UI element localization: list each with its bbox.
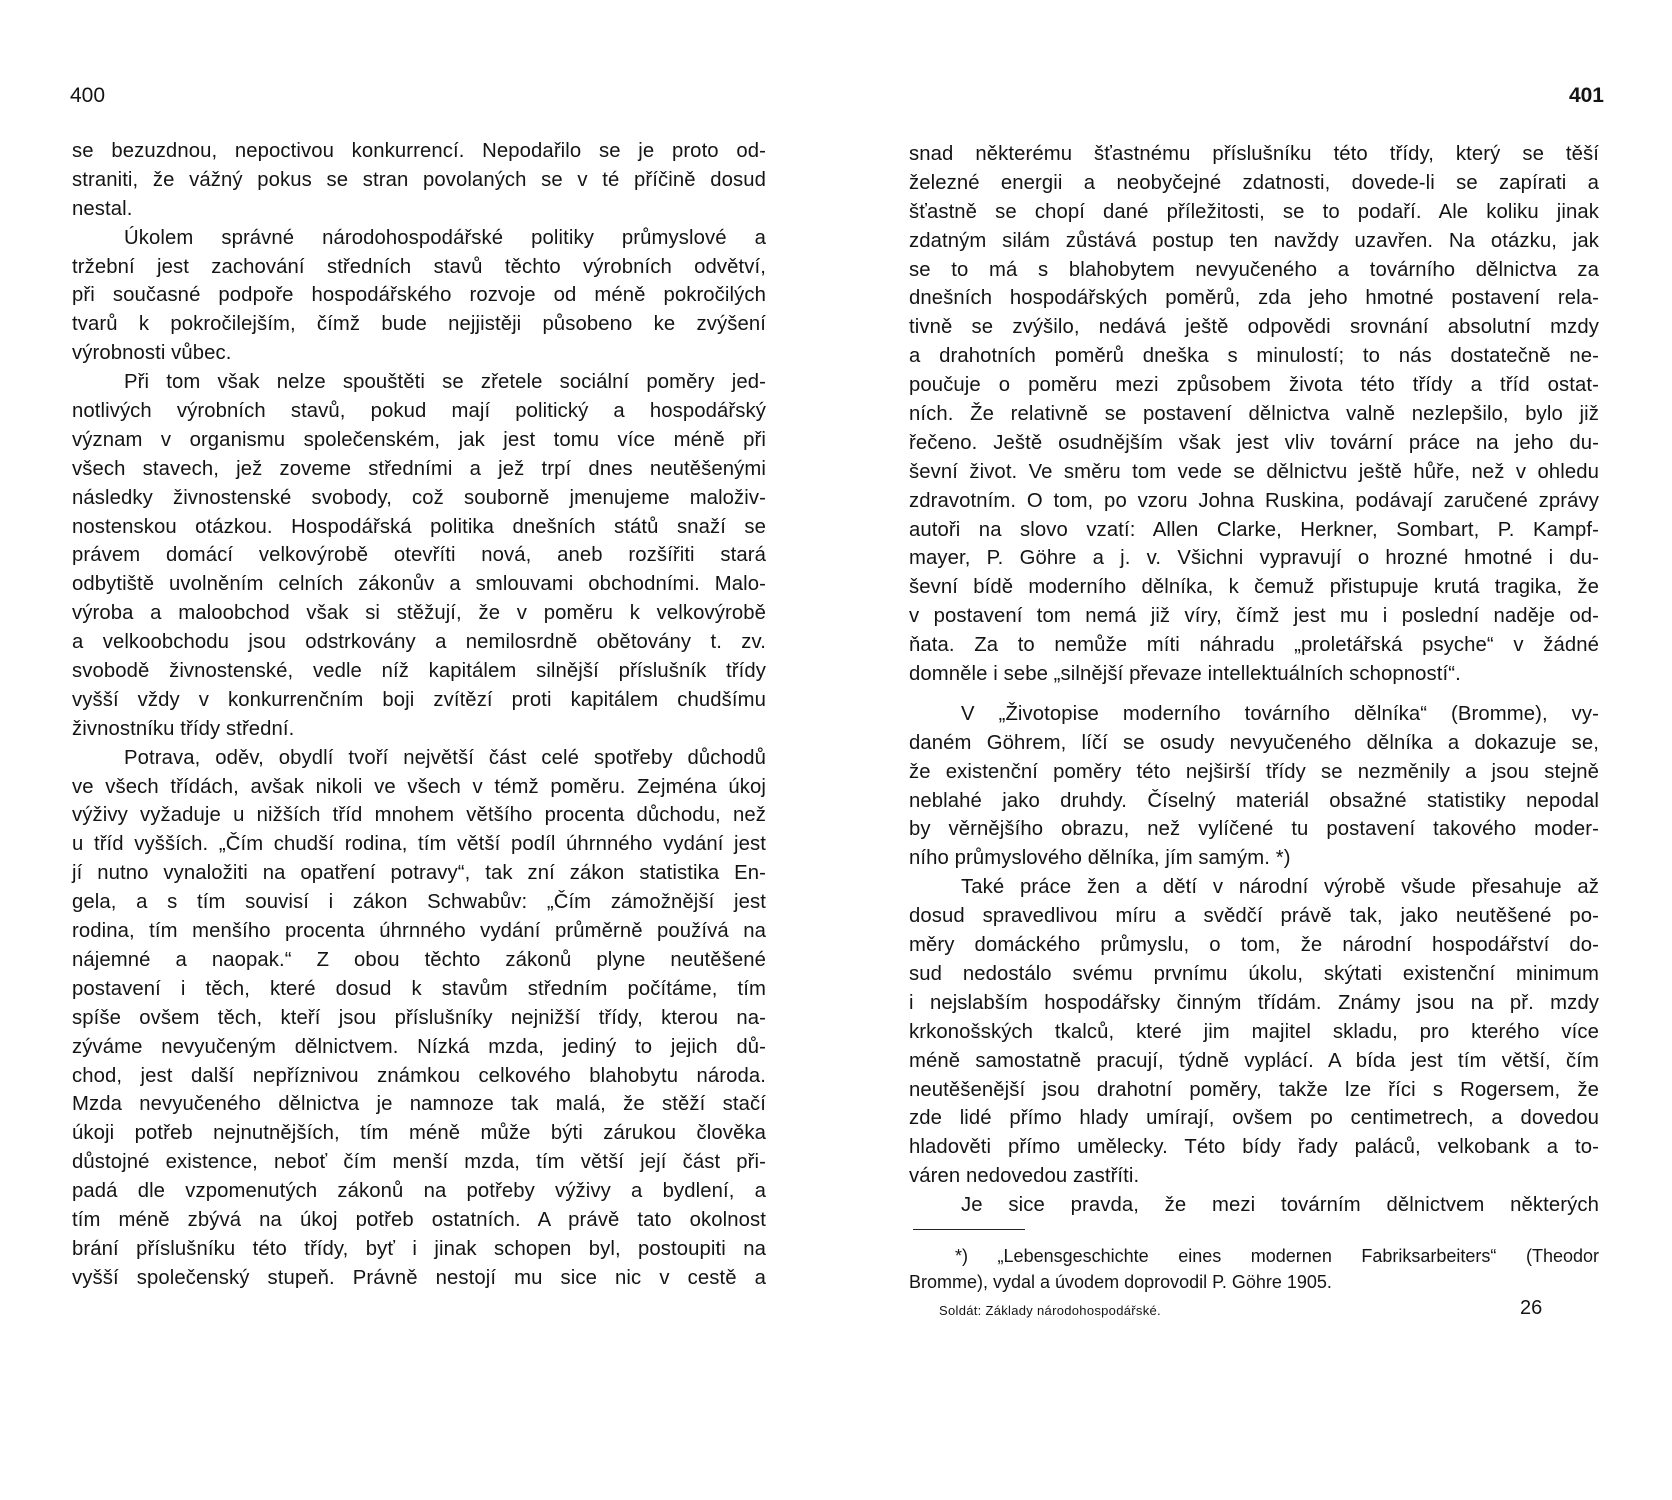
text-line: výživy vyžaduje u nižších tříd mnohem většího procenta důchodu, než: [72, 804, 766, 827]
text-line: řečeno. Ještě osudnějším však jest vliv tovární práce na jeho du-: [909, 431, 1599, 454]
text-line: brání příslušníku této třídy, byť i jinak schopen byl, postoupiti na: [72, 1237, 766, 1260]
text-line: rodina, tím menšího procenta úhrnného vydání průměrně používá na: [72, 920, 766, 943]
text-line: odbytiště uvolněním celních zákonův a smlouvami obchodními. Malo-: [72, 573, 766, 596]
text-line: tivně se zvýšilo, nedává ještě odpovědi srovnání absolutní mzdy: [909, 316, 1599, 339]
text-line: jí nutno vynaložiti na opatření potravy“, tak zní zákon statistika En-: [72, 862, 766, 885]
text-line: u tříd vyšších. „Čím chudší rodina, tím větší podíl úhrnného vydání jest: [72, 833, 766, 856]
text-line: Při tom však nelze spouštěti se zřetele sociální poměry jed-: [124, 371, 766, 394]
text-line: vyšší vždy v konkurrenčním boji zvítězí proti kapitálem chudšímu: [72, 688, 766, 711]
text-line: Mzda nevyučeného dělnictva je namnoze tak malá, že stěží stačí: [72, 1093, 766, 1116]
text-line: a velkoobchodu jsou odstrkovány a nemilosrdně obětovány t. zv.: [72, 631, 766, 654]
text-line: by věrnějšího obrazu, než vylíčené tu postavení takového moder-: [909, 818, 1599, 841]
text-line: vyšší společenský stupeň. Právně nestojí mu sice nic v cestě a: [72, 1266, 766, 1289]
footnote-divider: [913, 1229, 1025, 1230]
paragraph-gap: [909, 689, 1599, 700]
text-line: mayer, P. Göhre a j. v. Všichni vypravují o hrozné hmotné i du-: [909, 547, 1599, 570]
text-line: ňata. Za to nemůže míti náhradu „proletářská psyche“ v žádné: [909, 634, 1599, 657]
text-line: nájemné a naopak.“ Z obou těchto zákonů plyne neutěšené: [72, 948, 766, 971]
left-page-number: 400: [70, 84, 106, 107]
text-line: Také práce žen a dětí v národní výrobě všude přesahuje až: [961, 876, 1599, 899]
text-line: gela, a s tím souvisí i zákon Schwabův: „Čím zámožnější jest: [72, 891, 766, 914]
text-line: následky živnostenské svobody, což souborně jmenujeme maloživ-: [72, 486, 766, 509]
text-line: zýváme nevyučeným dělnictvem. Nízká mzda, jediný to jejich dů-: [72, 1035, 766, 1058]
text-line: při současné podpoře hospodářského rozvoje od méně pokročilých: [72, 284, 766, 307]
text-line: daném Göhrem, líčí se osudy nevyučeného dělníka a dokazuje se,: [909, 731, 1599, 754]
text-line: ve všech třídách, avšak nikoli ve všech v témž poměru. Zejména úkoj: [72, 775, 766, 798]
text-line: padá dle vzpomenutých zákonů na potřeby výživy a bydlení, a: [72, 1180, 766, 1203]
text-line: ních. Že relativně se postavení dělnictva valně nezlepšilo, bylo již: [909, 403, 1599, 426]
text-line: měry domáckého průmyslu, o tom, že národní hospodářství do-: [909, 934, 1599, 957]
right-page: [836, 0, 1672, 1500]
text-line: všech stavech, jež zoveme středními a jež trpí dnes neutěšenými: [72, 457, 766, 480]
text-line: zdatným silám zůstává postup ten navždy uzavřen. Na otázku, jak: [909, 229, 1599, 252]
text-line: že existenční poměry této nejširší třídy se nezměnily a jsou stejně: [909, 760, 1599, 783]
text-line: výrobnosti vůbec.: [72, 342, 232, 365]
text-line: hladověti přímo umělecky. Této bídy řady paláců, velkobank a to-: [909, 1136, 1599, 1159]
text-line: neutěšenější jsou drahotní poměry, takže lze říci s Rogersem, že: [909, 1078, 1599, 1101]
text-line: notlivých výrobních stavů, pokud mají politický a hospodářský: [72, 400, 766, 423]
text-line: váren nedovedou zastříti.: [909, 1165, 1140, 1188]
text-line: snad některému šťastnému příslušníku této třídy, který se těší: [909, 143, 1599, 165]
text-line: nostenskou otázkou. Hospodářská politika dnešních států snaží se: [72, 515, 766, 538]
footnote-line: *) „Lebensgeschichte eines modernen Fabriksarbeiters“ (Theodor: [955, 1246, 1599, 1266]
text-line: ního průmyslového dělníka, jím samým. *): [909, 847, 1291, 870]
text-line: V „Životopise moderního továrního dělníka“ (Bromme), vy-: [961, 702, 1599, 725]
text-line: neblahé jako druhdy. Číselný materiál obsažné statistiky nepodal: [909, 789, 1599, 812]
text-line: výroba a maloobchod však si stěžují, že v poměru k velkovýrobě: [72, 602, 766, 625]
text-line: sud nedostálo svému prvnímu úkolu, skýtati existenční minimum: [909, 962, 1599, 985]
text-line: zde lidé přímo hlady umírají, ovšem po centimetrech, a dovedou: [909, 1107, 1599, 1130]
text-line: právem domácí velkovýrobě otevříti nová, aneb rozšířiti stará: [72, 544, 766, 567]
text-line: tvarů k pokročilejším, čímž bude nejjistěji působeno ke zvýšení: [72, 313, 766, 336]
text-line: tím méně zbývá na úkoj potřeb ostatních. A právě tato okolnost: [72, 1208, 766, 1231]
text-line: krkonošských tkalců, které jim majitel skladu, pro kterého více: [909, 1020, 1599, 1043]
sheet-number: 26: [1520, 1297, 1543, 1319]
text-line: spíše ovšem těch, kteří jsou příslušníky nejnižší třídy, kterou na-: [72, 1006, 766, 1029]
text-line: šťastně se chopí dané příležitosti, se to podaří. Ale koliku jinak: [909, 200, 1599, 223]
footnote: [909, 1243, 1599, 1295]
text-line: dosud spravedlivou míru a svědčí právě tak, jako neutěšené po-: [909, 905, 1599, 928]
text-line: i nejslabším hospodářsky činným třídám. Známy jsou na př. mzdy: [909, 991, 1599, 1014]
right-page-body: [909, 140, 1599, 1220]
text-line: živnostníku třídy střední.: [72, 717, 295, 740]
text-line: Potrava, oděv, obydlí tvoří největší část celé spotřeby důchodů: [124, 746, 766, 769]
text-line: tržební jest zachování středních stavů těchto výrobních odvětví,: [72, 255, 766, 278]
text-line: ševní bídě moderního dělníka, k čemuž přistupuje krutá tragika, že: [909, 576, 1599, 599]
text-line: úkoji potřeb nejnutnějších, tím méně může býti zárukou člověka: [72, 1122, 766, 1145]
text-line: autoři na slovo vzatí: Allen Clarke, Herkner, Sombart, P. Kampf-: [909, 518, 1599, 541]
text-line: méně samostatně pracují, týdně vyplácí. A bída jest tím větší, čím: [909, 1049, 1599, 1072]
text-line: dnešních hospodářských poměrů, zda jeho hmotné postavení rela-: [909, 287, 1599, 310]
printer-signature: Soldát: Základy národohospodářské.: [939, 1303, 1161, 1318]
text-line: ševní život. Ve směru tom vede se dělnictvu ještě hůře, než v ohledu: [909, 460, 1599, 483]
text-line: postavení i těch, které dosud k stavům středním počítáme, tím: [72, 977, 766, 1000]
text-line: poučuje o poměru mezi způsobem života této třídy a tříd ostat-: [909, 374, 1599, 397]
text-line: a drahotních poměrů dneška s minulostí; to nás dostatečně ne-: [909, 345, 1599, 368]
text-line: železné energii a neobyčejné zdatnosti, dovede-li se zapírati a: [909, 171, 1599, 194]
text-line: v postavení tom nemá již víry, čímž jest mu i poslední naděje od-: [909, 605, 1599, 628]
text-line: nestal.: [72, 197, 133, 220]
text-line: chod, jest další nepříznivou známkou celkového blahobytu národa.: [72, 1064, 766, 1087]
text-line: zdravotním. O tom, po vzoru Johna Ruskina, podávají zaručené zprávy: [909, 489, 1599, 512]
text-line: důstojné existence, neboť čím menší mzda, tím větší její část při-: [72, 1151, 766, 1174]
text-line: straniti, že vážný pokus se stran povolaných se v té příčině dosud: [72, 168, 766, 191]
text-line: domněle i sebe „silnější převaze intellektuálních schopností“.: [909, 663, 1461, 686]
text-line: význam v organismu společenském, jak jest tomu více méně při: [72, 428, 766, 451]
text-line: Je sice pravda, že mezi továrním dělnictvem některých: [961, 1194, 1599, 1217]
text-line: Úkolem správné národohospodářské politiky průmyslové a: [124, 226, 766, 249]
footnote-line: Bromme), vydal a úvodem doprovodil P. Göhre 1905.: [909, 1272, 1332, 1292]
text-line: svobodě živnostenské, vedle níž kapitálem silnější příslušník třídy: [72, 660, 766, 683]
left-page-body: [72, 137, 766, 1293]
right-page-number: 401: [1568, 84, 1604, 107]
text-line: se to má s blahobytem nevyučeného a továrního dělnictva za: [909, 258, 1599, 281]
text-line: se bezuzdnou, nepoctivou konkurrencí. Nepodařilo se je proto od-: [72, 140, 766, 162]
